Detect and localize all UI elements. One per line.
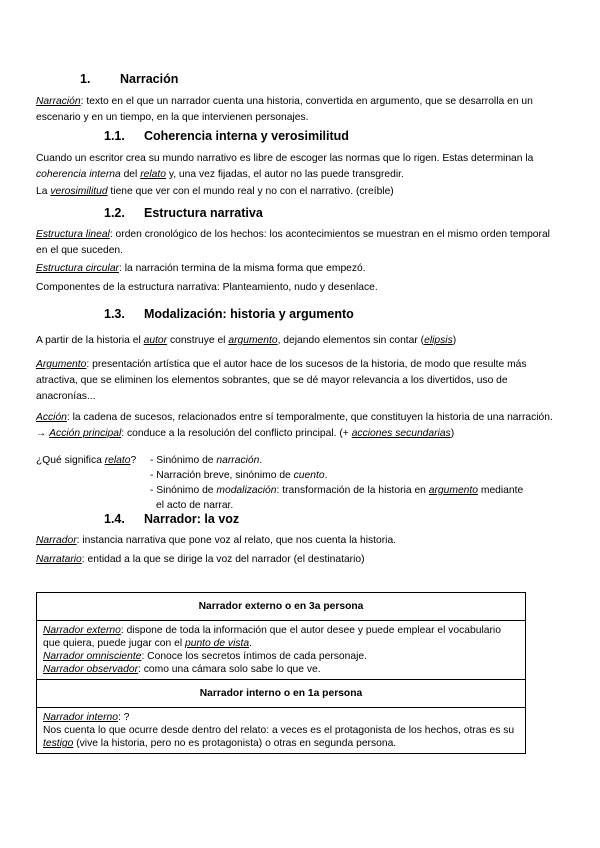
text: Cuando un escritor crea su mundo narrativo es libre de escoger las normas que lo rigen. Estas determinan la	[36, 153, 534, 164]
paragraph-verosimilitud	[36, 184, 560, 200]
term: Narrador externo	[43, 625, 121, 636]
text: )	[450, 428, 455, 439]
term: Acción	[36, 412, 67, 423]
text: - Sinónimo de	[150, 455, 217, 466]
text: ?	[130, 455, 137, 466]
term: Narrador observador	[43, 664, 139, 675]
term: argumento	[228, 335, 278, 346]
text-italic: coherencia interna	[36, 169, 121, 180]
heading-number: 1.4.	[104, 512, 125, 526]
text: - Narración breve, sinónimo de	[150, 470, 294, 481]
term: Narrador interno	[43, 712, 118, 723]
list-item	[150, 483, 560, 498]
definition: : texto en el que un narrador cuenta una historia, convertida en argumento, que se desarrolla en un escenario y en un tiempo, en la que intervienen personajes.	[36, 96, 533, 123]
text: y, una vez fijadas, el autor no las puede transgredir.	[165, 169, 404, 180]
table-header-externo: Narrador externo o en 3a persona	[37, 593, 526, 621]
heading-coherencia	[104, 129, 349, 143]
text: mediante	[478, 485, 524, 496]
term: Narratario	[36, 554, 82, 565]
text: ¿Qué significa	[36, 455, 105, 466]
term: Argumento	[36, 359, 87, 370]
text: del	[120, 169, 141, 180]
definition: : presentación artística que el autor hace de los sucesos de la historia, de modo que resulte más atractiva, que se eliminen los elementos sobrantes, que se dé mayor relevancia a los divertidos, uso de anacronías...	[36, 359, 527, 402]
paragraph-circular	[36, 261, 560, 277]
heading-number: 1.	[80, 72, 91, 86]
heading-title: Coherencia interna y verosimilitud	[144, 129, 349, 143]
heading-narrador	[104, 512, 239, 526]
paragraph-autor	[36, 333, 560, 349]
term: Narrador omnisciente	[43, 651, 142, 662]
list-item	[150, 453, 560, 468]
heading-number: 1.2.	[104, 206, 125, 220]
paragraph-argumento	[36, 357, 560, 405]
question-relato	[36, 453, 136, 468]
text: tiene que ver con el mundo real y no con el narrativo. (creíble)	[107, 186, 394, 197]
paragraph-accion	[36, 410, 560, 442]
heading-title: Narración	[120, 72, 179, 86]
text: - Sinónimo de	[150, 485, 217, 496]
row-omnisciente	[43, 650, 519, 663]
text: : ?	[117, 712, 130, 723]
paragraph-coherencia	[36, 151, 560, 183]
term: relato	[140, 169, 166, 180]
definition: : orden cronológico de los hechos: los acontecimientos se muestran en el mismo orden temporal en el que suceden.	[36, 229, 550, 256]
text: .	[259, 455, 263, 466]
term: argumento	[428, 485, 478, 496]
list-item-continuation: el acto de narrar.	[156, 500, 234, 511]
table-header-interno: Narrador interno o en 1a persona	[37, 680, 526, 708]
text: : transformación de la historia en	[276, 485, 429, 496]
text: : la cadena de sucesos, relacionados entre sí temporalmente, que constituyen la historia de una narración. →	[36, 412, 553, 439]
row-observador	[43, 663, 519, 676]
heading-title: Estructura narrativa	[144, 206, 263, 220]
definition: : entidad a la que se dirige la voz del narrador (el destinatario)	[81, 554, 365, 565]
row-interno	[43, 711, 519, 724]
term: relato	[104, 455, 131, 466]
text: A partir de la historia el	[36, 335, 144, 346]
text: , dejando elementos sin contar (	[277, 335, 425, 346]
paragraph-componentes: Componentes de la estructura narrativa: Planteamiento, nudo y desenlace.	[36, 282, 378, 293]
paragraph-lineal	[36, 227, 560, 259]
term: autor	[143, 335, 168, 346]
text-italic: modalización	[216, 485, 277, 496]
text: .	[249, 638, 252, 649]
text: (vive la historia, pero no es protagonista) o otras en segunda persona.	[73, 738, 397, 749]
text: construye el	[167, 335, 229, 346]
heading-narracion	[80, 72, 178, 86]
text: )	[452, 335, 457, 346]
definition: : la narración termina de la misma forma que empezó.	[118, 263, 366, 274]
term: testigo	[43, 738, 74, 749]
heading-number: 1.3.	[104, 307, 125, 321]
paragraph-narratario	[36, 552, 560, 568]
heading-estructura	[104, 206, 263, 220]
text: : Conoce los secretos íntimos de cada personaje.	[141, 651, 367, 662]
term: Estructura lineal	[36, 229, 110, 240]
text-italic: narración	[216, 455, 260, 466]
term: Narrador	[36, 535, 77, 546]
heading-title: Modalización: historia y argumento	[144, 307, 354, 321]
table-cell-interno	[37, 708, 526, 754]
term: Narración	[36, 96, 81, 107]
paragraph-narrador	[36, 533, 560, 549]
narrador-table	[36, 592, 526, 754]
table-cell-externo	[37, 621, 526, 680]
term: Acción principal	[49, 428, 122, 439]
list-item	[150, 468, 560, 483]
term: Estructura circular	[36, 263, 119, 274]
heading-modalizacion	[104, 307, 354, 321]
paragraph-narracion	[36, 94, 560, 126]
text: : como una cámara solo sabe lo que ve.	[138, 664, 321, 675]
term: verosimilitud	[50, 186, 108, 197]
definition: : instancia narrativa que pone voz al relato, que nos cuenta la historia.	[76, 535, 397, 546]
text: .	[324, 470, 328, 481]
relato-list	[150, 453, 560, 513]
heading-number: 1.1.	[104, 129, 125, 143]
term: elipsis	[424, 335, 453, 346]
text: : dispone de toda la información que el autor desee y puede emplear el vocabulario que quiera, puede jugar con el	[43, 625, 501, 649]
term: acciones secundarias	[351, 428, 451, 439]
text: Nos cuenta lo que ocurre desde dentro del relato: a veces es el protagonista de los hechos, otras es su	[43, 725, 515, 736]
row-externo	[43, 624, 519, 650]
row-interno-desc	[43, 724, 519, 750]
heading-title: Narrador: la voz	[144, 512, 240, 526]
text: La	[36, 186, 51, 197]
text-italic: cuento	[293, 470, 325, 481]
text: : conduce a la resolución del conflicto principal. (+	[121, 428, 352, 439]
term: punto de vista	[184, 638, 250, 649]
